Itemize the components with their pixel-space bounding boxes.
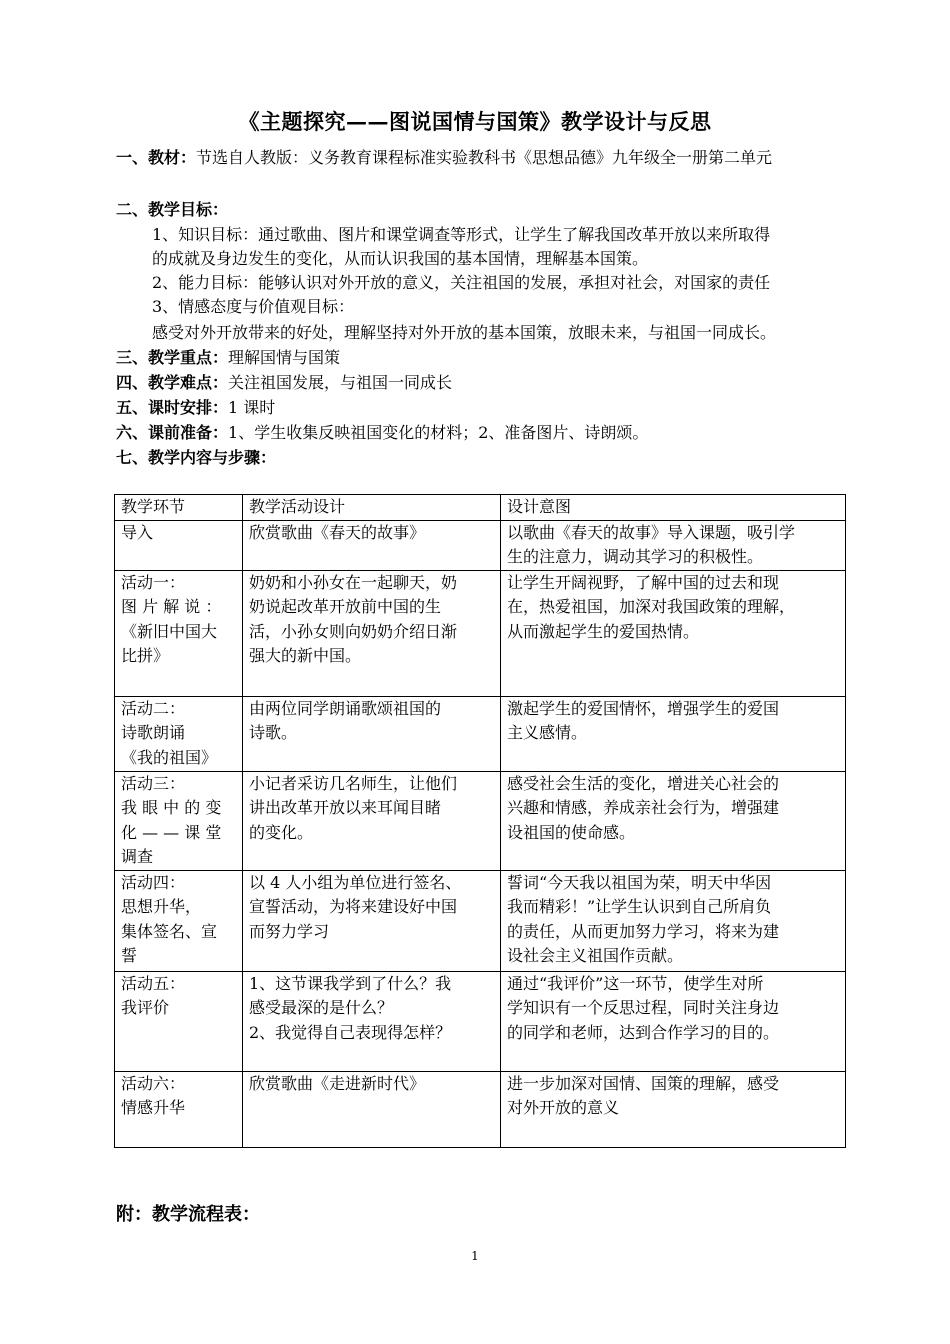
lesson-plan-table xyxy=(114,494,846,1148)
stage-cell xyxy=(115,696,243,771)
stage-cell xyxy=(115,570,243,696)
cell-text: 奶说起改革开放前中国的生 xyxy=(249,597,442,616)
cell-text: 由两位同学朗诵歌颂祖国的 xyxy=(249,698,442,718)
cell-text: 导入 xyxy=(121,522,154,542)
section-difficulties xyxy=(116,371,452,395)
activity-cell xyxy=(243,520,501,570)
section-text: 理解国情与国策 xyxy=(228,348,341,367)
goal-line: 3、情感态度与价值观目标： xyxy=(152,297,355,316)
activity-cell xyxy=(243,971,501,1071)
stage-cell xyxy=(115,971,243,1071)
cell-text: 活，小孙女则向奶奶介绍日渐 xyxy=(249,621,458,641)
cell-text: 宣誓活动，为将来建设好中国 xyxy=(249,897,458,916)
cell-text: 而努力学习 xyxy=(249,921,330,941)
purpose-cell xyxy=(501,696,846,771)
section-text: 1 课时 xyxy=(228,398,276,417)
appendix-heading: 附：教学流程表： xyxy=(116,1204,260,1225)
cell-text: 通过“我评价”这一环节，使学生对所 xyxy=(507,973,764,993)
table-row xyxy=(115,971,846,1071)
table-row xyxy=(115,1071,846,1147)
purpose-cell xyxy=(501,971,846,1071)
cell-text: 《我的祖国》 xyxy=(121,747,218,767)
cell-text: 激起学生的爱国情怀，增强学生的爱国 xyxy=(507,698,780,718)
section-text: 1、学生收集反映祖国变化的材料；2、准备图片、诗朗颂。 xyxy=(228,423,649,442)
activity-cell xyxy=(243,696,501,771)
section-label: 一、教材： xyxy=(116,148,197,167)
table-row xyxy=(115,696,846,771)
goal-line: 感受对外开放带来的好处，理解坚持对外开放的基本国策，放眼未来，与祖国一同成长。 xyxy=(152,323,777,342)
cell-text: 我而精彩！”让学生认识到自己所肩负 xyxy=(507,897,772,916)
section-preparation xyxy=(116,421,648,445)
cell-text: 的责任，从而更加努力学习，将来为建 xyxy=(507,921,780,941)
cell-text: 《新旧中国大 xyxy=(121,621,218,641)
section-label: 六、课前准备： xyxy=(116,423,229,442)
section-label: 三、教学重点： xyxy=(116,348,229,367)
cell-text: 在，热爱祖国，加深对我国政策的理解， xyxy=(507,597,796,616)
cell-text: 活动三： xyxy=(121,773,186,793)
cell-text: 以歌曲《春天的故事》导入课题，吸引学 xyxy=(507,522,796,542)
purpose-cell xyxy=(501,870,846,971)
purpose-cell xyxy=(501,771,846,870)
activity-cell xyxy=(243,1071,501,1147)
cell-text: 活动五： xyxy=(121,973,186,993)
page-title: 《主题探究——图说国情与国策》教学设计与反思 xyxy=(238,109,712,134)
cell-text: 以 4 人小组为单位进行签名、 xyxy=(249,872,462,892)
cell-text: 情感升华 xyxy=(121,1098,186,1117)
cell-text: 我 眼 中 的 变 xyxy=(121,798,222,817)
section-textbook xyxy=(116,146,772,170)
cell-text: 讲出改革开放以来耳闻目睹 xyxy=(249,798,442,817)
cell-text: 感受社会生活的变化，增进关心社会的 xyxy=(507,773,780,793)
cell-text: 誓词“今天我以祖国为荣，明天中华因 xyxy=(507,872,772,892)
goal-line: 2、能力目标：能够认识对外开放的意义，关注祖国的发展，承担对社会，对国家的责任 xyxy=(152,273,771,292)
table-header-cell: 设计意图 xyxy=(501,495,846,521)
table-header-cell: 教学环节 xyxy=(115,495,243,521)
stage-cell xyxy=(115,1071,243,1147)
cell-text: 生的注意力，调动其学习的积极性。 xyxy=(507,547,764,566)
cell-text: 活动一： xyxy=(121,572,186,592)
cell-text: 欣赏歌曲《春天的故事》 xyxy=(249,522,426,542)
cell-text: 让学生开阔视野，了解中国的过去和现 xyxy=(507,572,780,592)
table-header-cell: 教学活动设计 xyxy=(243,495,501,521)
cell-text: 集体签名、宣 xyxy=(121,921,218,941)
cell-text: 活动二： xyxy=(121,698,186,718)
cell-text: 誓 xyxy=(121,946,138,965)
section-goals-heading xyxy=(116,198,228,222)
cell-text: 调查 xyxy=(121,847,154,866)
goal-line: 1、知识目标：通过歌曲、图片和课堂调查等形式，让学生了解我国改革开放以来所取得 xyxy=(152,225,771,244)
activity-cell xyxy=(243,771,501,870)
goal-line: 的成就及身边发生的变化，从而认识我国的基本国情，理解基本国策。 xyxy=(152,249,649,268)
table-row xyxy=(115,870,846,971)
cell-text: 我评价 xyxy=(121,998,170,1017)
cell-text: 设祖国的使命感。 xyxy=(507,822,636,842)
activity-cell xyxy=(243,570,501,696)
cell-text: 2、我觉得自己表现得怎样？ xyxy=(249,1022,452,1042)
cell-text: 感受最深的是什么？ xyxy=(249,998,394,1017)
cell-text: 的变化。 xyxy=(249,822,314,842)
purpose-cell xyxy=(501,520,846,570)
section-text: 关注祖国发展，与祖国一同成长 xyxy=(228,373,453,392)
cell-text: 兴趣和情感，养成亲社会行为，增强建 xyxy=(507,798,780,817)
section-label: 五、课时安排： xyxy=(116,398,229,417)
cell-text: 诗歌朗诵 xyxy=(121,723,186,742)
cell-text: 活动六： xyxy=(121,1073,186,1093)
section-schedule xyxy=(116,396,275,420)
cell-text: 欣赏歌曲《走进新时代》 xyxy=(249,1073,426,1093)
cell-text: 比拼》 xyxy=(121,646,170,665)
section-label: 四、教学难点： xyxy=(116,373,229,392)
table-row xyxy=(115,520,846,570)
table-row xyxy=(115,570,846,696)
cell-text: 从而激起学生的爱国热情。 xyxy=(507,621,700,641)
stage-cell xyxy=(115,771,243,870)
section-key-points xyxy=(116,346,340,370)
cell-text: 进一步加深对国情、国策的理解，感受 xyxy=(507,1073,780,1093)
cell-text: 图 片 解 说 ： xyxy=(121,597,222,616)
cell-text: 活动四： xyxy=(121,872,186,892)
stage-cell xyxy=(115,870,243,971)
cell-text: 对外开放的意义 xyxy=(507,1098,620,1117)
cell-text: 1、这节课我学到了什么？我 xyxy=(249,973,452,993)
purpose-cell xyxy=(501,570,846,696)
cell-text: 设社会主义祖国作贡献。 xyxy=(507,946,684,965)
cell-text: 的同学和老师，达到合作学习的目的。 xyxy=(507,1022,780,1042)
cell-text: 强大的新中国。 xyxy=(249,646,362,665)
cell-text: 小记者采访几名师生，让他们 xyxy=(249,773,458,793)
table-row xyxy=(115,771,846,870)
purpose-cell xyxy=(501,1071,846,1147)
section-steps-heading xyxy=(116,446,276,470)
stage-cell xyxy=(115,520,243,570)
section-text: 节选自人教版：义务教育课程标准实验教科书《思想品德》九年级全一册第二单元 xyxy=(196,148,773,167)
table-header-row xyxy=(115,495,846,521)
page-number: 1 xyxy=(471,1249,479,1263)
activity-cell xyxy=(243,870,501,971)
section-label: 二、教学目标： xyxy=(116,200,229,219)
cell-text: 思想升华， xyxy=(121,897,202,916)
cell-text: 诗歌。 xyxy=(249,723,298,742)
cell-text: 化 — — 课 堂 xyxy=(121,822,222,842)
cell-text: 奶奶和小孙女在一起聊天，奶 xyxy=(249,572,458,592)
section-label: 七、教学内容与步骤： xyxy=(116,448,277,467)
cell-text: 学知识有一个反思过程，同时关注身边 xyxy=(507,998,780,1017)
cell-text: 主义感情。 xyxy=(507,723,588,742)
